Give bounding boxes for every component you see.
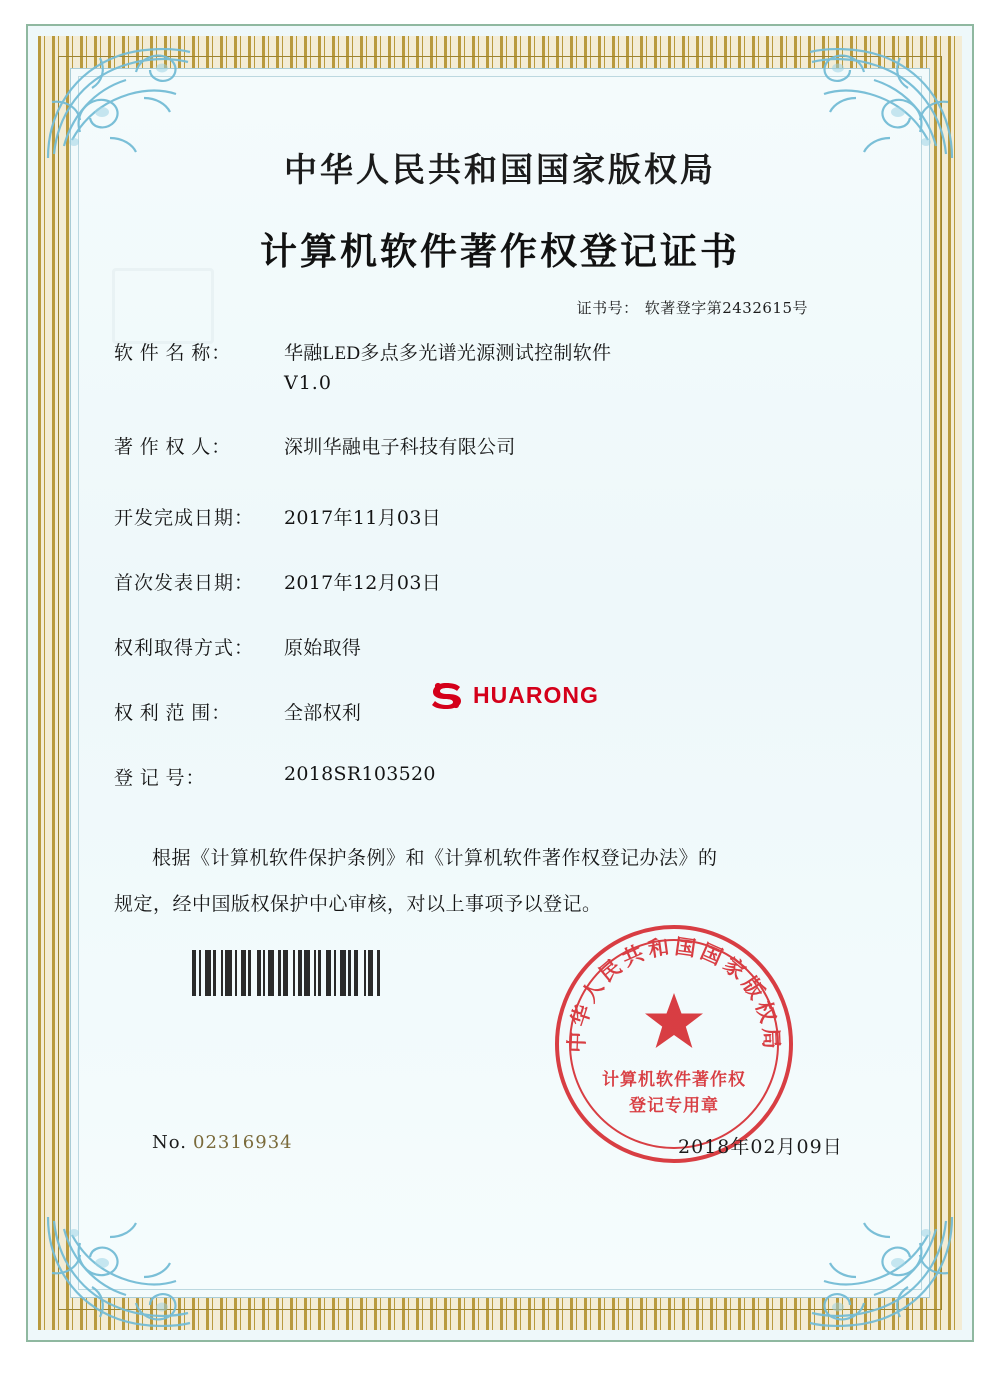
field-copyright-owner bbox=[100, 432, 900, 459]
serial-value: 02316934 bbox=[193, 1132, 293, 1153]
field-label: 登 记 号： bbox=[114, 768, 206, 789]
huarong-logo bbox=[430, 680, 599, 710]
statement-line-1: 根据《计算机软件保护条例》和《计算机软件著作权登记办法》的 bbox=[152, 848, 718, 869]
seal-text-line-2: 登记专用章 bbox=[629, 1096, 719, 1116]
field-value: 全部权利 bbox=[284, 703, 362, 724]
field-development-date bbox=[100, 503, 900, 530]
statement-paragraph bbox=[100, 836, 900, 928]
certificate-content bbox=[100, 120, 900, 1270]
certificate-number-label: 证书号： bbox=[576, 301, 639, 317]
huarong-mark-icon bbox=[430, 680, 464, 710]
certificate-number-row bbox=[100, 297, 900, 318]
field-value: 2017年11月03日 bbox=[284, 507, 442, 529]
field-value bbox=[284, 338, 900, 394]
serial-label: No. bbox=[152, 1132, 187, 1153]
seal-text-line-1: 计算机软件著作权 bbox=[602, 1070, 746, 1090]
field-registration-number bbox=[100, 763, 900, 790]
field-label: 著 作 权 人： bbox=[114, 437, 232, 458]
page-title: 计算机软件著作权登记证书 bbox=[260, 229, 740, 273]
seal-star-icon bbox=[643, 991, 705, 1051]
field-first-publish-date bbox=[100, 568, 900, 595]
serial-number bbox=[152, 1132, 293, 1153]
issuer-title: 中华人民共和国国家版权局 bbox=[284, 150, 716, 189]
issue-date: 2018年02月09日 bbox=[678, 1136, 843, 1158]
field-value: 深圳华融电子科技有限公司 bbox=[284, 437, 516, 458]
field-value: 2018SR103520 bbox=[284, 763, 436, 785]
field-value: 原始取得 bbox=[284, 638, 362, 659]
field-acquisition-method bbox=[100, 633, 900, 660]
field-label: 权 利 范 围： bbox=[114, 703, 232, 724]
barcode bbox=[192, 950, 392, 996]
svg-text:中华人民共和国国家版权局: 中华人民共和国国家版权局 bbox=[564, 934, 784, 1054]
official-seal bbox=[555, 925, 793, 1163]
field-label: 权利取得方式： bbox=[114, 638, 255, 659]
field-value-version: V1.0 bbox=[284, 372, 332, 394]
field-label: 软 件 名 称： bbox=[114, 343, 232, 364]
field-software-name bbox=[100, 338, 900, 394]
field-value: 2017年12月03日 bbox=[284, 572, 442, 594]
field-value-text: 华融LED多点多光谱光源测试控制软件 bbox=[284, 343, 612, 364]
field-label: 首次发表日期： bbox=[114, 573, 255, 594]
statement-line-2: 规定，经中国版权保护中心审核，对以上事项予以登记。 bbox=[114, 894, 602, 915]
field-label: 开发完成日期： bbox=[114, 508, 255, 529]
huarong-brand-text: HUARONG bbox=[473, 681, 599, 708]
certificate-number-value: 软著登字第2432615号 bbox=[644, 299, 808, 317]
